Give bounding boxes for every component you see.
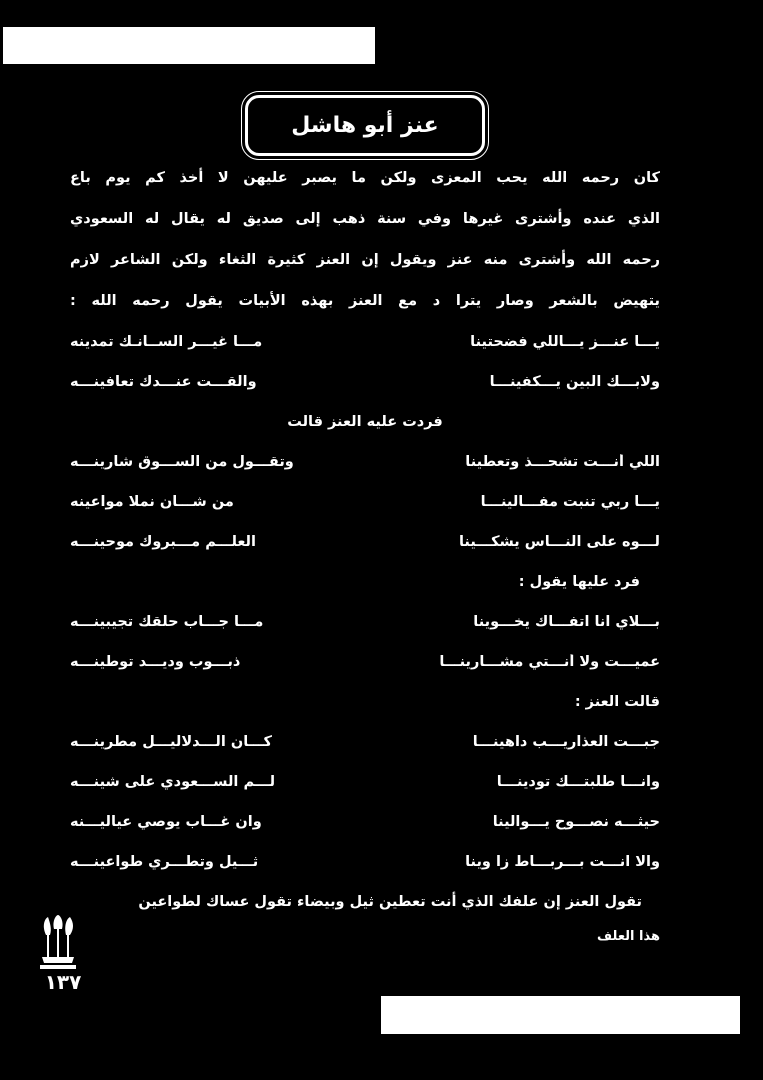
verse-second-hemistich: من شـــان نملا مواعينه xyxy=(70,494,234,510)
verse-line xyxy=(70,362,660,402)
verse-second-hemistich: وان غـــاب يوصي عياليـــنه xyxy=(70,814,262,830)
verse-first-hemistich: حيثـــه نصـــوح يـــوالينا xyxy=(492,814,660,830)
section-heading: فرد عليها يقول : xyxy=(518,574,640,590)
verse-first-hemistich: وانـــا طلبتـــك تودينـــا xyxy=(496,774,660,790)
verse-line xyxy=(70,642,660,682)
title-box xyxy=(245,95,485,156)
verse-line xyxy=(70,722,660,762)
verse-line xyxy=(70,802,660,842)
intro-line: الذي عنده وأشترى غيرها وفي سنة ذهب إلى صديق له يقال له السعودي xyxy=(70,211,660,227)
intro-line: كان رحمه الله يحب المعزى ولكن ما يصبر عليهن لا أخذ كم يوم باع xyxy=(70,170,660,186)
bottom-redaction-strip xyxy=(381,996,740,1034)
verse-second-hemistich: مـــا غيـــر الســانـك تمدينه xyxy=(70,334,263,350)
intro-line: يتهيض بالشعر وصار يترا د مع العنز بهذه الأبيات يقول رحمه الله : xyxy=(70,293,660,309)
verse-first-hemistich: بـــلاي انا اتفـــاك يخـــوينا xyxy=(473,614,660,630)
verse-second-hemistich: لـــم الســـعودي على شينـــه xyxy=(70,774,276,790)
verse-second-hemistich: ذبـــوب وديـــد توطينـــه xyxy=(70,654,241,670)
verse-first-hemistich: يـــا عنـــز يـــاللي فضحتينا xyxy=(470,334,660,350)
verse-first-hemistich: عميـــت ولا أنـــتي مشـــارينـــا xyxy=(439,654,660,670)
section-heading: قالت العنز : xyxy=(574,694,660,710)
closing-line: تقول العنز إن علفك الذي أنت تعطين ثيل وبيضاء تقول عساك لطواعين xyxy=(138,894,642,910)
verse-line xyxy=(70,602,660,642)
verse-second-hemistich: مـــا جـــاب حلقك تجيبينـــه xyxy=(70,614,264,630)
verse-first-hemistich: اللي أنـــت تشحـــذ وتعطينا xyxy=(465,454,660,470)
verse-line xyxy=(70,442,660,482)
verse-second-hemistich: وتقـــول من الســـوق شارينـــه xyxy=(70,454,294,470)
top-redaction-strip xyxy=(3,27,375,64)
verse-second-hemistich: ثـــيل وتطـــري طواعينـــه xyxy=(70,854,259,870)
verse-line xyxy=(70,842,660,882)
section-heading: فردت عليه العنز قالت xyxy=(287,414,443,430)
verse-first-hemistich: يـــا ربي تنبت مفـــالينـــا xyxy=(480,494,660,510)
verse-first-hemistich: لـــوه على النـــاس يشكـــينا xyxy=(458,534,660,550)
verse-second-hemistich: والقـــت عنـــدك تعافينـــه xyxy=(70,374,257,390)
verse-first-hemistich: ولابـــك البين يـــكفينـــا xyxy=(489,374,660,390)
verse-first-hemistich: جبـــت العذاريـــب داهينـــا xyxy=(472,734,660,750)
verse-second-hemistich: العلـــم مـــبروك موحينـــه xyxy=(70,534,256,550)
verse-line xyxy=(70,522,660,562)
page-title: عنز أبو هاشل xyxy=(291,113,439,138)
closing-line-end: هذا العلف xyxy=(597,929,660,944)
verse-second-hemistich: كـــان الـــدلاليـــل مطرينـــه xyxy=(70,734,272,750)
verse-first-hemistich: والا انـــت بـــربـــاط زا وينا xyxy=(465,854,660,870)
page-number: ١٣٧ xyxy=(44,970,82,994)
verse-line xyxy=(70,322,660,362)
verse-line xyxy=(70,482,660,522)
verse-line xyxy=(70,762,660,802)
tulip-logo-icon xyxy=(38,915,78,973)
intro-line: رحمه الله وأشترى منه عنز ويقول إن العنز كثيرة الثغاء ولكن الشاعر لازم xyxy=(70,252,660,268)
poem-body xyxy=(70,158,660,952)
